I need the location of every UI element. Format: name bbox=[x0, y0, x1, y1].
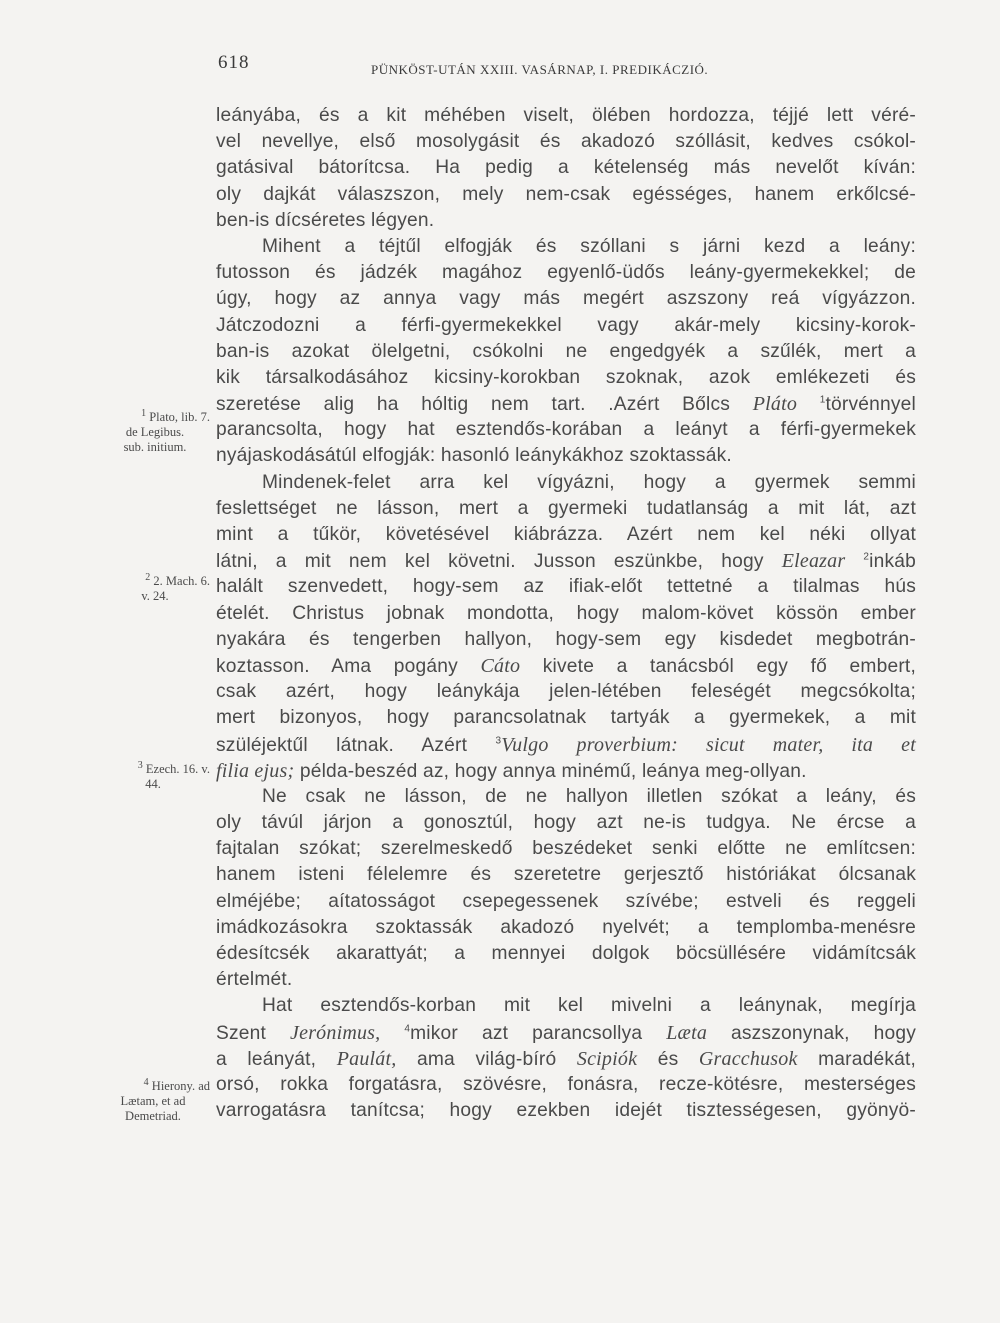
text-line: gatásival bátorítcsa. Ha pedig a kételenség más nevelőt kíván: bbox=[216, 157, 916, 179]
note-line: 2. Mach. 6. bbox=[153, 574, 210, 588]
name-plato: Pláto bbox=[752, 393, 798, 416]
text-fragment: aszszonynak, hogy bbox=[731, 1022, 917, 1044]
text-line: fajtalan szókat; szerelmeskedő beszédeket senki előtte ne említcsen: bbox=[216, 838, 916, 860]
text-line: ételét. Christus jobnak mondotta, hogy malom-követ kössön ember bbox=[216, 602, 916, 624]
note-line: Hierony. ad bbox=[151, 1079, 210, 1093]
text-line: futosson és jádzék magához egyenlő-üdős leány-gyermekekkel; de bbox=[216, 262, 916, 284]
note-line: Lætam, et ad bbox=[120, 1094, 186, 1108]
margin-note-ezechiel bbox=[96, 759, 210, 792]
text-line: vel nevellye, első mosolygásit és akadozó szóllásit, kedves csókol- bbox=[216, 131, 916, 153]
name-paula: Paulát, bbox=[336, 1047, 397, 1070]
text-line: Mindenek-felet arra kel vígyázni, hogy a gyermek semmi bbox=[262, 471, 916, 493]
text-line: leányába, és a kit méhében viselt, ölében hordozza, téjjé lett véré- bbox=[216, 105, 916, 126]
text-fragment: mikor azt parancsollya bbox=[410, 1022, 643, 1044]
text-line bbox=[216, 653, 916, 679]
text-fragment: és bbox=[657, 1048, 679, 1070]
note-mark: 4 bbox=[143, 1076, 149, 1088]
margin-notes bbox=[0, 0, 210, 1323]
text-fragment: inkáb bbox=[869, 551, 917, 573]
text-fragment: látni, a mit nem kel követni. Jusson eszünkbe, hogy bbox=[216, 551, 764, 573]
text-line bbox=[216, 1020, 916, 1046]
note-line: Demetriad. bbox=[125, 1109, 181, 1123]
text-fragment: Szent bbox=[216, 1022, 267, 1044]
note-mark: 3 bbox=[137, 759, 143, 771]
margin-note-hieronymus bbox=[96, 1076, 210, 1124]
text-line: hanem isteni félelemre és szeretetre gerjesztő históriákat ólcsanak bbox=[216, 864, 916, 886]
text-line: oly dajkát válaszszon, mely nem-csak egésséges, hanem erkőlcsé- bbox=[216, 183, 916, 205]
text-line: csak azért, hogy leánykája jelen-létében feleségét megcsókolta; bbox=[216, 681, 916, 703]
body-text bbox=[216, 103, 916, 1124]
text-line: Játczodozni a férfi-gyermekekkel vagy akár-mely kicsiny-korok- bbox=[216, 314, 916, 336]
note-mark: 1 bbox=[141, 407, 147, 419]
text-line bbox=[216, 391, 916, 417]
footnote-mark: 4 bbox=[404, 1023, 411, 1035]
footnote-mark: 1 bbox=[819, 394, 826, 406]
name-eleazar: Eleazar bbox=[781, 550, 846, 573]
text-line: mint a tűkör, követésével kiábrázza. Azért nem kel néki ollyat bbox=[216, 524, 916, 545]
name-laeta: Læta bbox=[666, 1021, 708, 1044]
text-line: mert bizonyos, hogy parancsolatnak tartyák a gyermekek, a mit bbox=[216, 707, 916, 729]
text-line: Ne csak ne lásson, de ne hallyon illetlen szókat a leány, és bbox=[262, 785, 916, 807]
latin-quote-end: filia ejus; bbox=[216, 759, 295, 782]
name-jeronimus: Jerónimus, bbox=[290, 1021, 381, 1044]
text-line: Mihent a téjtűl elfogják és szóllani s járni kezd a leány: bbox=[262, 235, 916, 257]
text-line: halált szenvedett, hogy-sem az ifiak-előt tettetné a tilalmas hús bbox=[216, 576, 916, 598]
text-fragment: maradékát, bbox=[818, 1048, 917, 1070]
text-line: elméjébe; aítatosságot csepegessenek szívébe; estveli és reggeli bbox=[216, 890, 916, 912]
margin-note-maccabees bbox=[100, 571, 210, 604]
text-line bbox=[216, 732, 916, 758]
footnote-mark: 3 bbox=[495, 735, 502, 747]
name-scipiok: Scipiók bbox=[576, 1047, 638, 1070]
text-line: kik társalkodásához kicsiny-korokban szoknak, azok emlékezeti és bbox=[216, 366, 916, 388]
note-line: Plato, lib. 7. bbox=[149, 410, 210, 424]
text-line: Hat esztendős-korban mit kel mivelni a leánynak, megírja bbox=[262, 995, 916, 1017]
text-line: édesítcsék akarattyát; a mennyei dolgok böcsüllésére vidámítcsák bbox=[216, 943, 916, 964]
footnote-mark: 2 bbox=[863, 551, 870, 563]
text-line: varrogatásra tanítcsa; hogy ezekben idejét tisztességesen, gyönyö- bbox=[216, 1100, 916, 1122]
text-fragment: törvénnyel bbox=[825, 394, 917, 416]
text-fragment: példa-beszéd az, hogy annya minémű, leánya meg-ollyan. bbox=[299, 760, 807, 782]
text-line: imádkozásokra szoktassák akadozó nyelvét; a templomba-menésre bbox=[216, 916, 916, 938]
text-line: ben-is dícséretes légyen. bbox=[216, 209, 435, 231]
name-gracchusok: Gracchusok bbox=[698, 1047, 798, 1070]
text-fragment: kivete a tanácsból egy fő embert, bbox=[542, 655, 916, 677]
name-cato: Cáto bbox=[480, 654, 521, 677]
note-line: Ezech. 16. v. bbox=[145, 762, 210, 776]
text-fragment: szüléjektűl látnak. Azért bbox=[216, 734, 468, 756]
note-line: de Legibus. bbox=[125, 425, 185, 439]
margin-note-plato bbox=[100, 407, 210, 455]
note-line: v. 24. bbox=[141, 589, 169, 603]
page-number: 618 bbox=[218, 52, 250, 73]
text-fragment: koztasson. Ama pogány bbox=[216, 655, 458, 677]
note-line: 44. bbox=[145, 777, 161, 791]
text-line: úgy, hogy az annya vagy más megért aszszony reá vígyázzon. bbox=[216, 288, 916, 310]
text-line: nyájaskodásátúl elfogják: hasonló leánykákhoz szoktassák. bbox=[216, 445, 732, 467]
text-line bbox=[216, 548, 916, 574]
running-title: PÜNKÖST-UTÁN XXIII. VASÁRNAP, I. PREDIKÁCZIÓ. bbox=[371, 62, 709, 77]
text-line: ban-is azokat ölelgetni, csókolni ne engedgyék a szűlék, mert a bbox=[216, 340, 916, 362]
note-line: sub. initium. bbox=[123, 440, 187, 454]
latin-quote: Vulgo proverbium: sicut mater, ita et bbox=[501, 733, 916, 756]
text-line bbox=[216, 758, 916, 784]
text-line: feslettséget ne lásson, mert a gyermeki tudatlanság a mit lát, azt bbox=[216, 497, 916, 519]
text-line: oly távúl járjon a gonosztúl, hogy azt ne-is tudgya. Ne ércse a bbox=[216, 812, 916, 834]
text-line: orsó, rokka forgatásra, szövésre, fonásra, recze-kötésre, mesterséges bbox=[216, 1073, 916, 1095]
text-fragment: szeretése alig ha hóltig nem tart. .Azért Bőlcs bbox=[216, 394, 731, 416]
text-line bbox=[216, 1046, 916, 1072]
text-line: nyakára és tengerben hallyon, hogy-sem egy kisdedet megbotrán- bbox=[216, 628, 916, 650]
text-line: értelmét. bbox=[216, 969, 293, 991]
note-mark: 2 bbox=[145, 571, 151, 583]
text-fragment: a leányát, bbox=[216, 1048, 317, 1070]
text-fragment: ama világ-bíró bbox=[417, 1048, 557, 1070]
text-line: parancsolta, hogy hat esztendős-korában a leányt a férfi-gyermekek bbox=[216, 419, 916, 441]
